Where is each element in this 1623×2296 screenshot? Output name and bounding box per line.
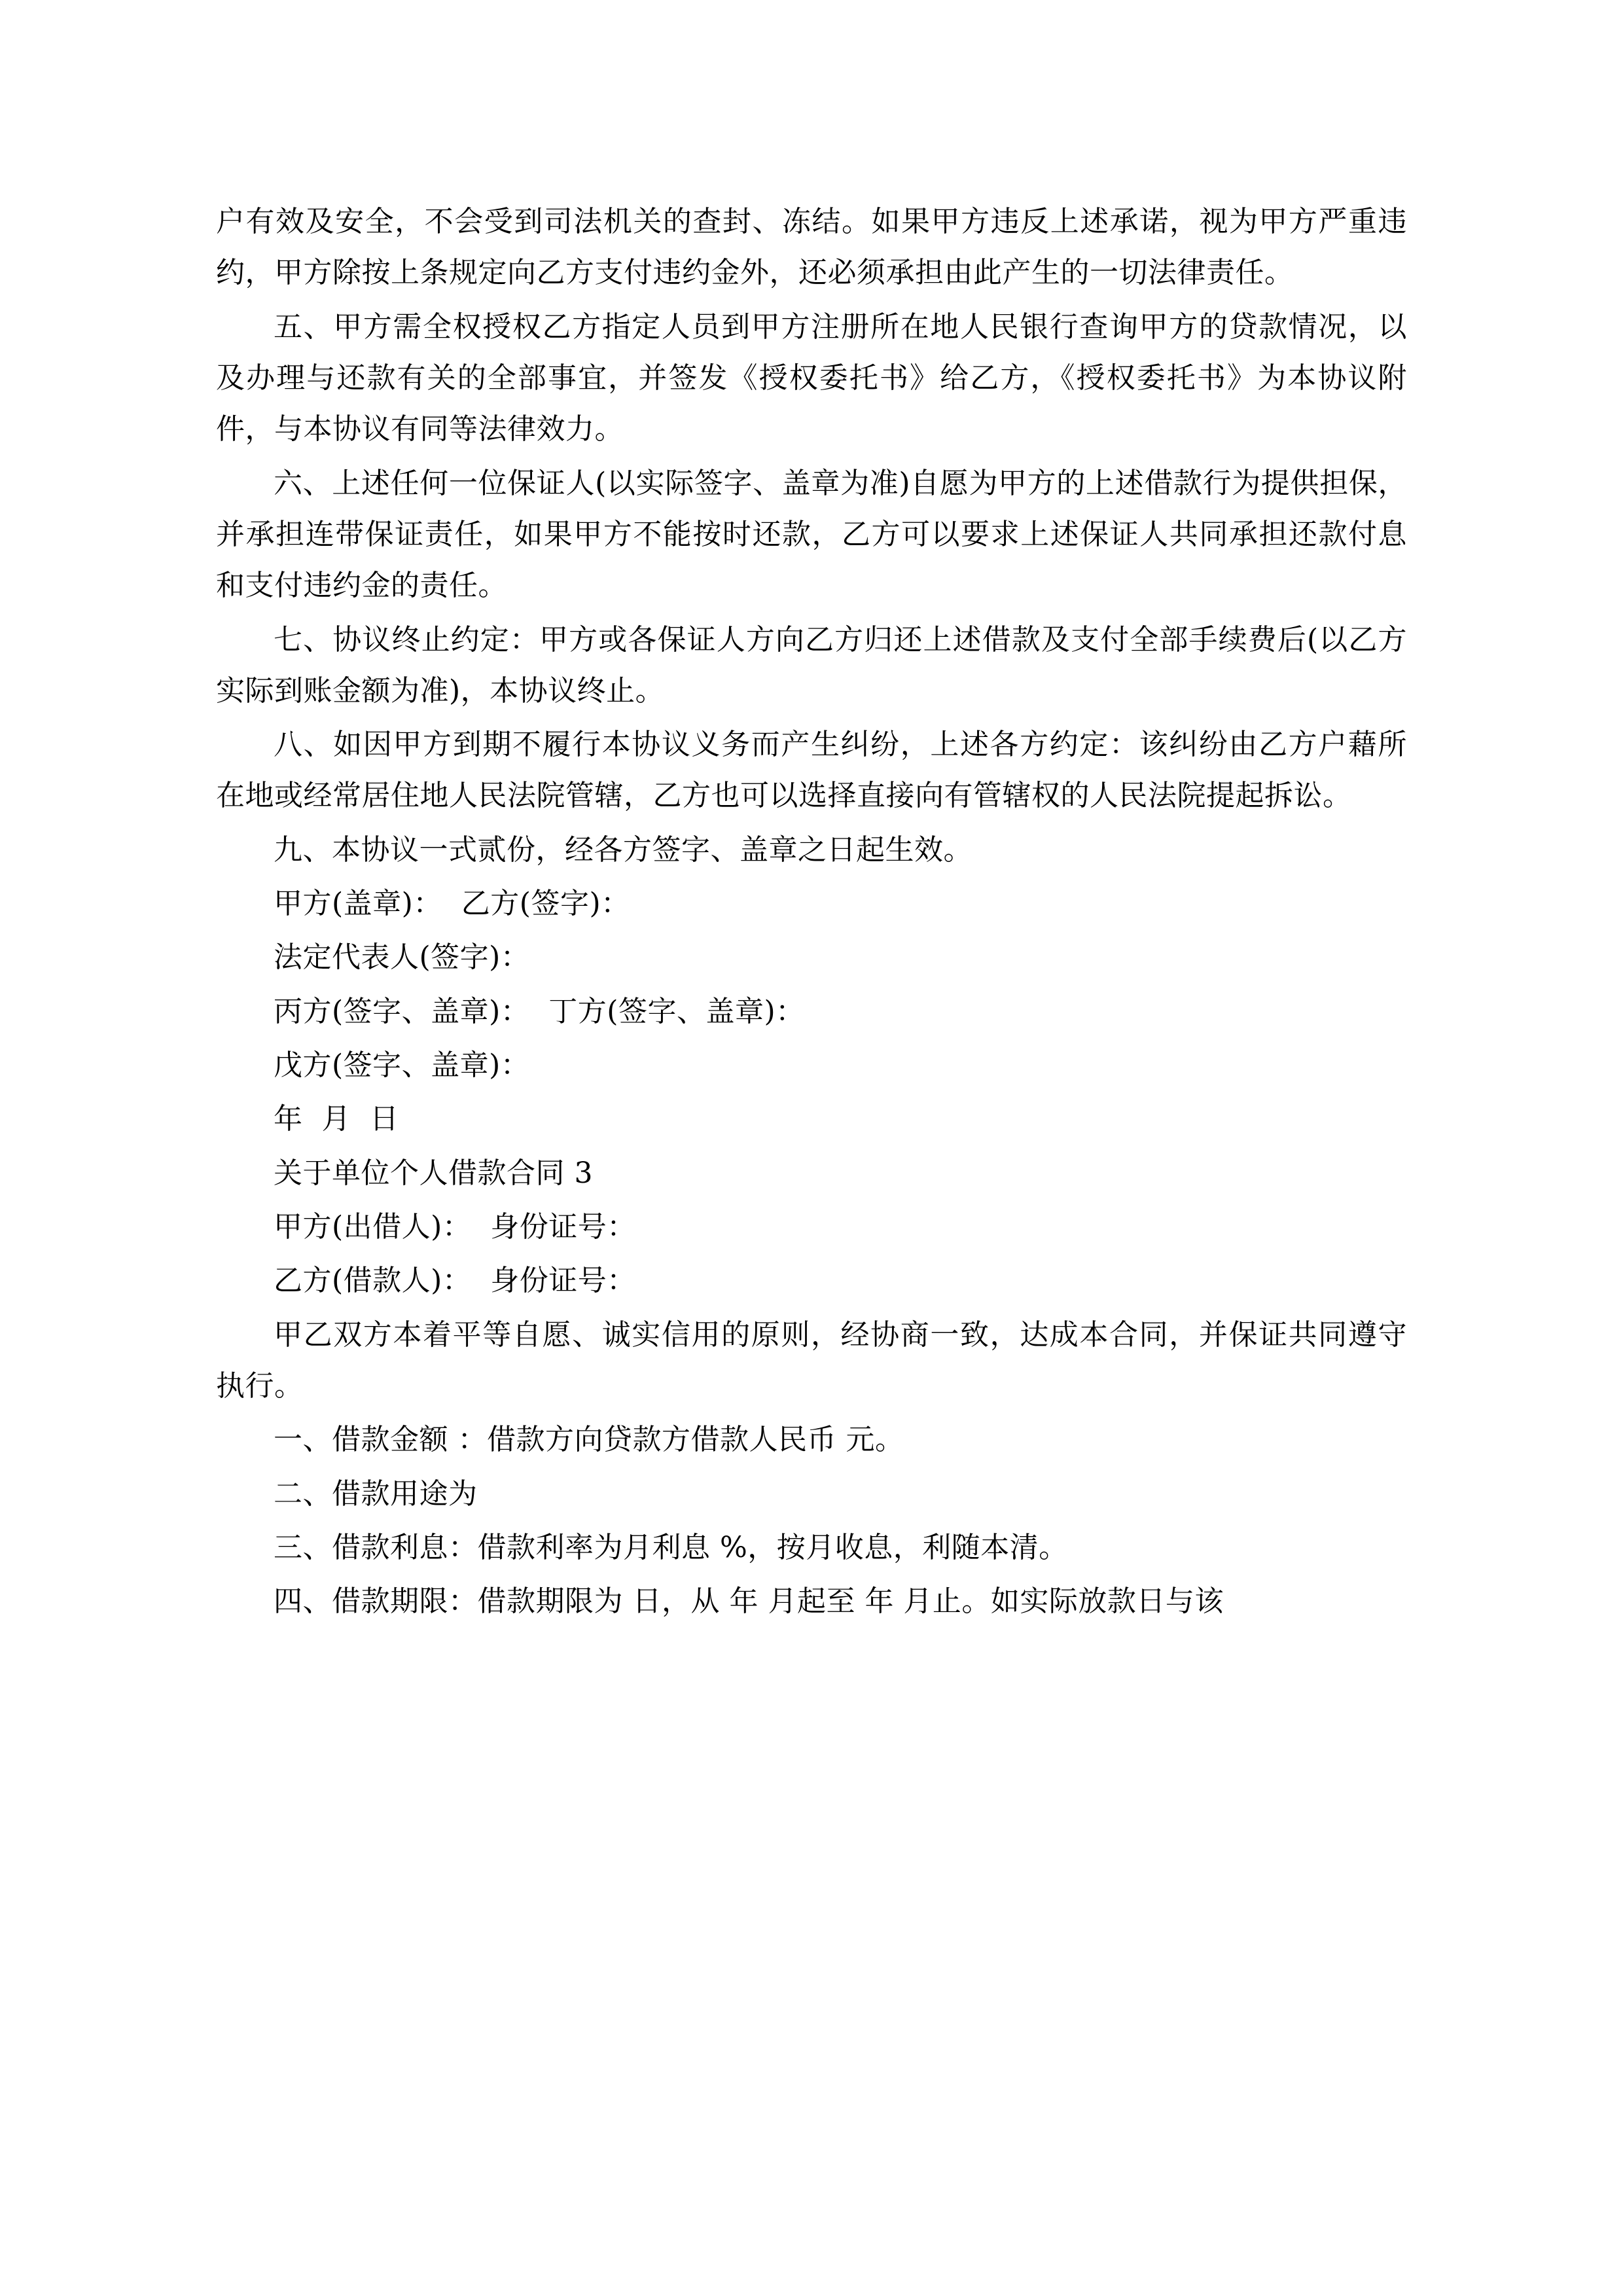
- signature-line-party-a-b: 甲方(盖章)： 乙方(签字)：: [274, 887, 630, 921]
- paragraph-item-two-purpose: 二、借款用途为: [274, 1477, 478, 1511]
- paragraph-item-four-term: 四、借款期限：借款期限为 日，从 年 月起至 年 月止。如实际放款日与该: [274, 1585, 1224, 1619]
- paragraph-continued-account-safety: 户有效及安全，不会受到司法机关的查封、冻结。如果甲方违反上述承诺，视为甲方严重违约，甲方除按上条规定向乙方支付违约金外，还必须承担由此产生的一切法律责任。: [216, 205, 1407, 290]
- field-line-lender: 甲方(出借人)： 身份证号：: [274, 1210, 636, 1244]
- paragraph-item-one-amount: 一、借款金额 ：借款方向贷款方借款人民币 元。: [274, 1423, 904, 1457]
- signature-line-party-c-d: 丙方(签字、盖章)： 丁方(签字、盖章)：: [274, 994, 805, 1028]
- paragraph-preamble: 甲乙双方本着平等自愿、诚实信用的原则，经协商一致，达成本合同，并保证共同遵守执行。: [216, 1318, 1407, 1403]
- paragraph-clause-seven: 七、协议终止约定：甲方或各保证人方向乙方归还上述借款及支付全部手续费后(以乙方实际到账金额为准)，本协议终止。: [216, 622, 1407, 708]
- field-line-borrower: 乙方(借款人)： 身份证号：: [274, 1264, 636, 1298]
- signature-line-party-e: 戊方(签字、盖章)：: [274, 1049, 530, 1082]
- paragraph-clause-eight: 八、如因甲方到期不履行本协议义务而产生纠纷，上述各方约定：该纠纷由乙方户藉所在地或经常居住地人民法院管辖，乙方也可以选择直接向有管辖权的人民法院提起拆讼。: [216, 728, 1407, 813]
- paragraph-clause-nine: 九、本协议一式贰份，经各方签字、盖章之日起生效。: [274, 833, 972, 867]
- signature-line-date: 年 月 日: [274, 1102, 399, 1136]
- paragraph-clause-six: 六、上述任何一位保证人(以实际签字、盖章为准)自愿为甲方的上述借款行为提供担保，并承担连带保证责任，如果甲方不能按时还款，乙方可以要求上述保证人共同承担还款付息和支付违约金的责任。: [216, 466, 1407, 603]
- paragraph-item-three-interest: 三、借款利息：借款利率为月利息 %，按月收息，利随本清。: [274, 1530, 1068, 1564]
- document-body: [216, 196, 1407, 1627]
- paragraph-clause-five: 五、甲方需全权授权乙方指定人员到甲方注册所在地人民银行查询甲方的贷款情况，以及办理与还款有关的全部事宜，并签发《授权委托书》给乙方，《授权委托书》为本协议附件，与本协议有同等法律效力。: [216, 310, 1407, 446]
- signature-line-legal-rep: 法定代表人(签字)：: [274, 941, 530, 975]
- section-heading: 关于单位个人借款合同 3: [274, 1156, 593, 1190]
